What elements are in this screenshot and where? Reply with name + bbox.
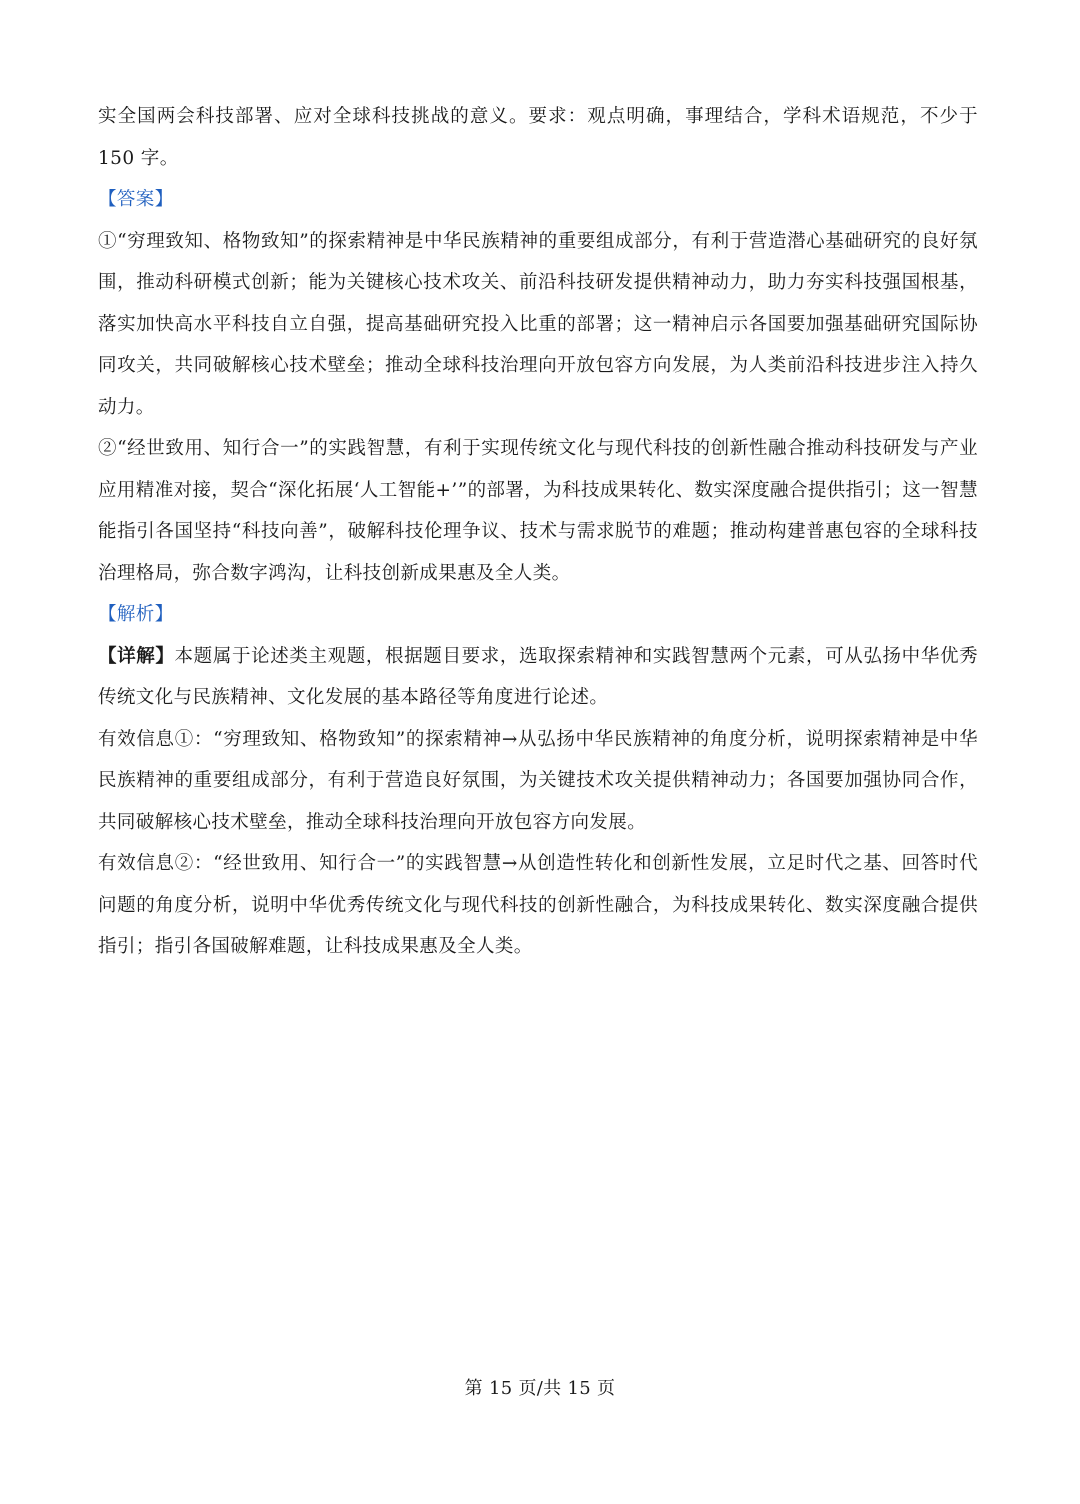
page-footer: 第 15 页/共 15 页 <box>464 1378 616 1399</box>
info-point-1: 有效信息①：“穷理致知、格物致知”的探索精神→从弘扬中华民族精神的角度分析，说明探索精神是中华民族精神的重要组成部分，有利于营造良好氛围，为关键技术攻关提供精神动力；各国要加强协同合作，共同破解核心技术壁垒，推动全球科技治理向开放包容方向发展。 <box>98 728 978 833</box>
answer-point-1: ①“穷理致知、格物致知”的探索精神是中华民族精神的重要组成部分，有利于营造潜心基础研究的良好氛围，推动科研模式创新；能为关键核心技术攻关、前沿科技研发提供精神动力，助力夯实科技强国根基，落实加快高水平科技自立自强，提高基础研究投入比重的部署；这一精神启示各国要加强基础研究国际协同攻关，共同破解核心技术壁垒；推动全球科技治理向开放包容方向发展，为人类前沿科技进步注入持久动力。 <box>98 230 978 418</box>
question-tail: 实全国两会科技部署、应对全球科技挑战的意义。要求：观点明确，事理结合，学科术语规范，不少于 150 字。 <box>98 106 978 169</box>
detail-paragraph <box>98 636 978 719</box>
analysis-heading: 【解析】 <box>98 604 174 625</box>
answer-point-2: ②“经世致用、知行合一”的实践智慧，有利于实现传统文化与现代科技的创新性融合推动科技研发与产业应用精准对接，契合“深化拓展‘人工智能+’”的部署，为科技成果转化、数实深度融合提供指引；这一智慧能指引各国坚持“科技向善”，破解科技伦理争议、技术与需求脱节的难题；推动构建普惠包容的全球科技治理格局，弥合数字鸿沟，让科技创新成果惠及全人类。 <box>98 438 978 584</box>
document-body <box>98 96 978 968</box>
answer-heading: 【答案】 <box>98 189 174 210</box>
info-point-2: 有效信息②：“经世致用、知行合一”的实践智慧→从创造性转化和创新性发展，立足时代之基、回答时代问题的角度分析，说明中华优秀传统文化与现代科技的创新性融合，为科技成果转化、数实深度融合提供指引；指引各国破解难题，让科技成果惠及全人类。 <box>98 853 978 957</box>
detail-label: 【详解】 <box>98 645 175 667</box>
detail-text: 本题属于论述类主观题，根据题目要求，选取探索精神和实践智慧两个元素，可从弘扬中华优秀传统文化与民族精神、文化发展的基本路径等角度进行论述。 <box>98 645 978 708</box>
